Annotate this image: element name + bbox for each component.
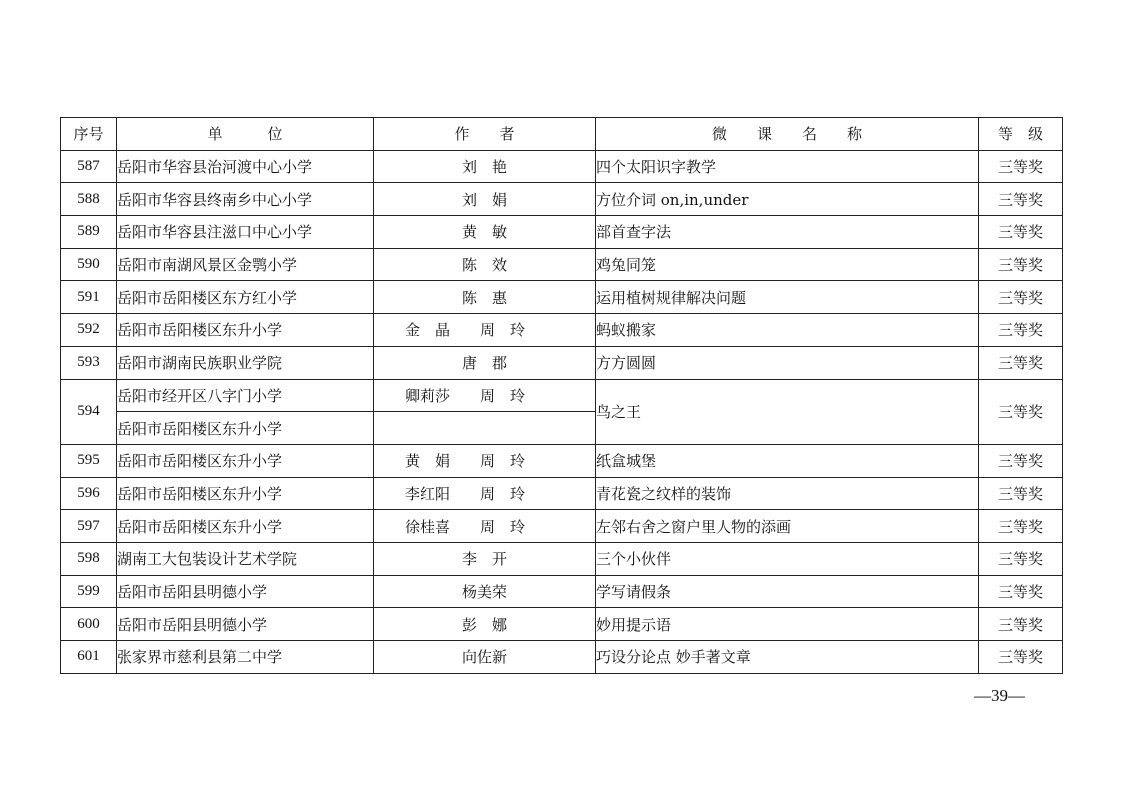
cell-unit: 岳阳市南湖风景区金鹗小学	[117, 248, 374, 281]
cell-author	[374, 248, 596, 281]
author-secondary: 周 玲	[480, 517, 526, 536]
cell-title: 方位介词 on,in,under	[596, 183, 979, 216]
table-row	[61, 150, 1063, 183]
cell-grade: 三等奖	[979, 183, 1063, 216]
cell-title: 学写请假条	[596, 575, 979, 608]
cell-seq: 600	[61, 608, 117, 641]
cell-seq: 591	[61, 281, 117, 314]
cell-seq: 595	[61, 444, 117, 477]
cell-grade: 三等奖	[979, 608, 1063, 641]
cell-author	[374, 608, 596, 641]
table-row	[61, 444, 1063, 477]
header-title: 微 课 名 称	[596, 118, 979, 151]
cell-title: 运用植树规律解决问题	[596, 281, 979, 314]
author-primary: 李 开	[461, 550, 507, 569]
cell-grade: 三等奖	[979, 379, 1063, 444]
cell-author	[374, 183, 596, 216]
cell-seq: 590	[61, 248, 117, 281]
cell-unit: 岳阳市岳阳楼区东方红小学	[117, 281, 374, 314]
cell-seq: 593	[61, 346, 117, 379]
author-primary: 刘 艳	[461, 158, 507, 177]
table-row	[61, 248, 1063, 281]
cell-title: 青花瓷之纹样的装饰	[596, 477, 979, 510]
table-row	[61, 346, 1063, 379]
author-primary: 徐桂喜	[404, 517, 450, 536]
cell-author	[374, 379, 596, 412]
table-row	[61, 183, 1063, 216]
cell-unit: 岳阳市岳阳楼区东升小学	[117, 477, 374, 510]
table-row	[61, 641, 1063, 674]
cell-author	[374, 346, 596, 379]
cell-title: 鸟之王	[596, 379, 979, 444]
author-primary: 陈 惠	[461, 288, 507, 307]
table-row	[61, 575, 1063, 608]
page-number: —39—	[974, 686, 1025, 705]
cell-unit: 岳阳市华容县注滋口中心小学	[117, 216, 374, 249]
cell-author-empty	[374, 412, 596, 445]
table-row	[61, 510, 1063, 543]
header-seq: 序号	[61, 118, 117, 151]
cell-seq: 599	[61, 575, 117, 608]
author-primary: 陈 效	[461, 256, 507, 275]
table-row	[61, 281, 1063, 314]
awards-table	[60, 117, 1063, 674]
table-row	[61, 477, 1063, 510]
cell-seq: 587	[61, 150, 117, 183]
cell-grade: 三等奖	[979, 477, 1063, 510]
cell-title: 鸡兔同笼	[596, 248, 979, 281]
cell-title: 妙用提示语	[596, 608, 979, 641]
cell-author	[374, 542, 596, 575]
cell-grade: 三等奖	[979, 444, 1063, 477]
table-body	[61, 150, 1063, 673]
cell-grade: 三等奖	[979, 248, 1063, 281]
cell-unit: 岳阳市经开区八字门小学	[117, 379, 374, 412]
cell-author	[374, 641, 596, 674]
cell-seq: 601	[61, 641, 117, 674]
author-primary: 唐 郡	[461, 354, 507, 373]
header-author: 作 者	[374, 118, 596, 151]
cell-unit: 岳阳市岳阳楼区东升小学	[117, 444, 374, 477]
cell-unit: 岳阳市湖南民族职业学院	[117, 346, 374, 379]
table-row	[61, 542, 1063, 575]
cell-grade: 三等奖	[979, 641, 1063, 674]
table-header-row	[61, 118, 1063, 151]
cell-title: 蚂蚁搬家	[596, 314, 979, 347]
author-primary: 黄 娟	[404, 452, 450, 471]
cell-seq: 597	[61, 510, 117, 543]
cell-seq: 589	[61, 216, 117, 249]
table-row	[61, 608, 1063, 641]
cell-author	[374, 216, 596, 249]
cell-grade: 三等奖	[979, 314, 1063, 347]
author-primary: 卿莉莎	[404, 386, 450, 405]
cell-unit: 湖南工大包装设计艺术学院	[117, 542, 374, 575]
cell-unit: 岳阳市岳阳楼区东升小学	[117, 510, 374, 543]
table-row	[61, 216, 1063, 249]
cell-title: 四个太阳识字教学	[596, 150, 979, 183]
author-secondary: 周 玲	[480, 321, 526, 340]
cell-author	[374, 575, 596, 608]
cell-title: 纸盒城堡	[596, 444, 979, 477]
cell-author	[374, 150, 596, 183]
author-primary: 彭 娜	[461, 615, 507, 634]
table-row	[61, 379, 1063, 412]
cell-grade: 三等奖	[979, 510, 1063, 543]
cell-title: 三个小伙伴	[596, 542, 979, 575]
cell-seq: 588	[61, 183, 117, 216]
cell-grade: 三等奖	[979, 216, 1063, 249]
author-primary: 向佐新	[461, 648, 507, 667]
table-row	[61, 314, 1063, 347]
cell-seq: 592	[61, 314, 117, 347]
header-unit: 单 位	[117, 118, 374, 151]
cell-title: 部首查字法	[596, 216, 979, 249]
cell-title: 巧设分论点 妙手著文章	[596, 641, 979, 674]
cell-unit: 岳阳市岳阳楼区东升小学	[117, 412, 374, 445]
cell-grade: 三等奖	[979, 346, 1063, 379]
author-secondary: 周 玲	[480, 386, 526, 405]
author-secondary: 周 玲	[480, 484, 526, 503]
author-primary: 黄 敏	[461, 223, 507, 242]
author-primary: 李红阳	[404, 484, 450, 503]
cell-author	[374, 444, 596, 477]
cell-author	[374, 477, 596, 510]
cell-grade: 三等奖	[979, 281, 1063, 314]
cell-unit: 岳阳市岳阳楼区东升小学	[117, 314, 374, 347]
cell-seq: 596	[61, 477, 117, 510]
cell-unit: 岳阳市华容县终南乡中心小学	[117, 183, 374, 216]
cell-unit: 岳阳市岳阳县明德小学	[117, 575, 374, 608]
cell-title: 左邻右舍之窗户里人物的添画	[596, 510, 979, 543]
cell-seq: 594	[61, 379, 117, 444]
cell-unit: 岳阳市华容县治河渡中心小学	[117, 150, 374, 183]
cell-author	[374, 314, 596, 347]
cell-title: 方方圆圆	[596, 346, 979, 379]
cell-grade: 三等奖	[979, 542, 1063, 575]
cell-seq: 598	[61, 542, 117, 575]
cell-grade: 三等奖	[979, 150, 1063, 183]
author-secondary: 周 玲	[480, 452, 526, 471]
author-primary: 杨美荣	[461, 582, 507, 601]
cell-unit: 岳阳市岳阳县明德小学	[117, 608, 374, 641]
cell-author	[374, 510, 596, 543]
author-primary: 金 晶	[404, 321, 450, 340]
header-grade: 等 级	[979, 118, 1063, 151]
cell-author	[374, 281, 596, 314]
author-primary: 刘 娟	[461, 190, 507, 209]
cell-grade: 三等奖	[979, 575, 1063, 608]
cell-unit: 张家界市慈利县第二中学	[117, 641, 374, 674]
